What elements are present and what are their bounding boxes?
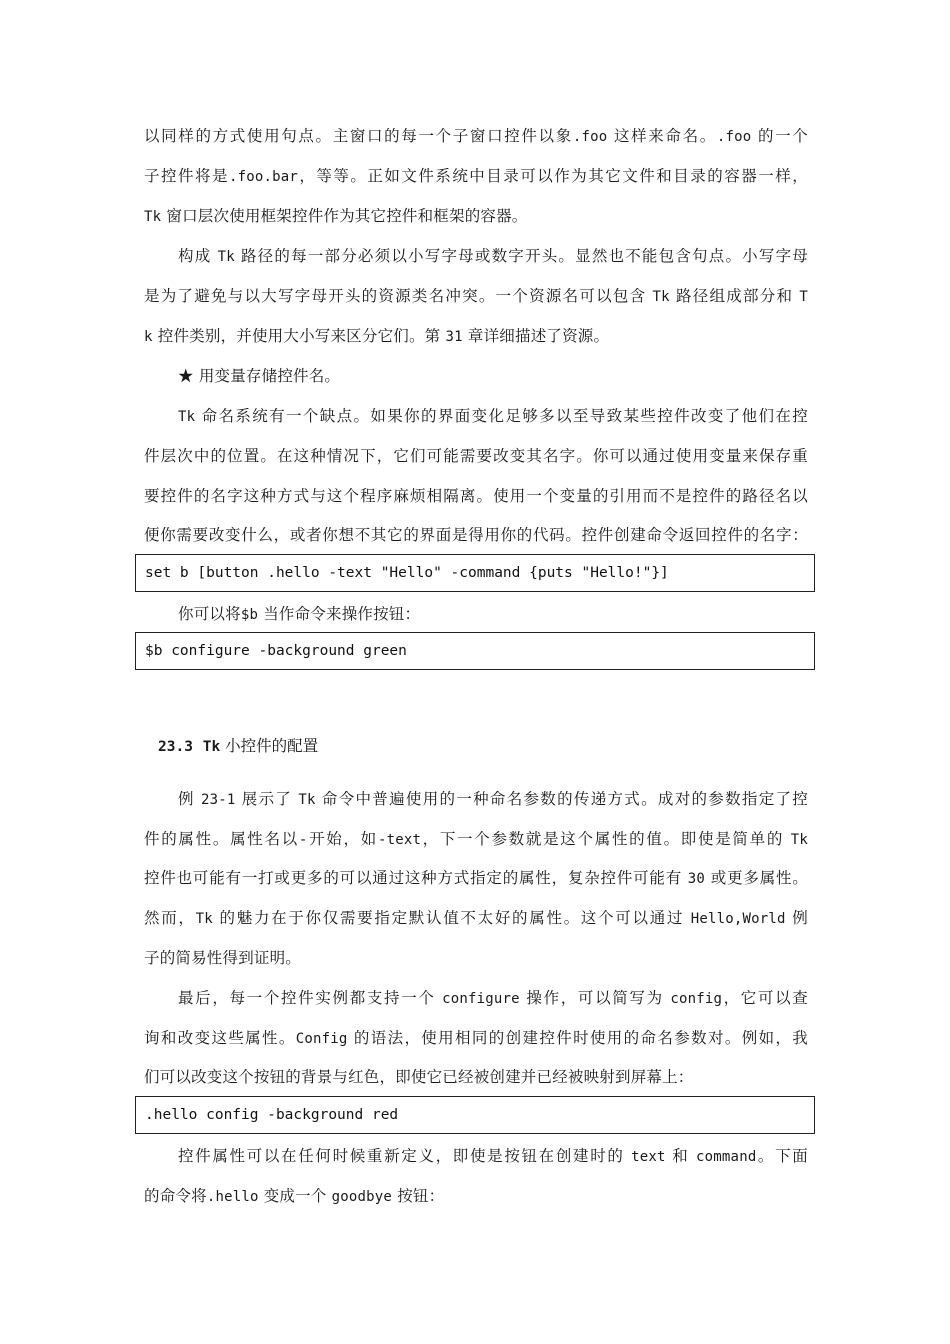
paragraph-line: 例 23-1 展示了 Tk 命令中普遍使用的一种命名参数的传递方式。成对的参数指定了控 — [178, 790, 808, 808]
paragraph-line: 构成 Tk 路径的每一部分必须以小写字母或数字开头。显然也不能包含句点。小写字母 — [178, 247, 809, 265]
paragraph-line: Tk 窗口层次使用框架控件作为其它控件和框架的容器。 — [144, 207, 528, 225]
paragraph-line: 子的简易性得到证明。 — [144, 949, 302, 967]
paragraph-line: k 控件类别，并使用大小写来区分它们。第 31 章详细描述了资源。 — [144, 327, 610, 345]
code-block: $b configure -background green — [135, 632, 815, 670]
paragraph-line: Tk 命名系统有一个缺点。如果你的界面变化足够多以至导致某些控件改变了他们在控 — [178, 407, 808, 425]
paragraph-line: 你可以将$b 当作命令来操作按钮： — [178, 605, 421, 623]
paragraph-line: 最后，每一个控件实例都支持一个 configure 操作，可以简写为 config，它可以查 — [178, 989, 808, 1007]
paragraph-line: 要控件的名字这种方式与这个程序麻烦相隔离。使用一个变量的引用而不是控件的路径名以 — [144, 487, 808, 505]
paragraph-line: 件层次中的位置。在这种情况下，它们可能需要改变其名字。你可以通过使用变量来保存重 — [144, 447, 808, 465]
paragraph-line: 然而，Tk 的魅力在于你仅需要指定默认值不太好的属性。这个可以通过 Hello,World 例 — [144, 909, 809, 927]
paragraph-line: 的命令将.hello 变成一个 goodbye 按钮： — [144, 1187, 445, 1205]
code-block: .hello config -background red — [135, 1096, 815, 1134]
tip-line: ★ 用变量存储控件名。 — [178, 367, 341, 385]
paragraph-line: 是为了避免与以大写字母开头的资源类名冲突。一个资源名可以包含 Tk 路径组成部分和 T — [144, 287, 808, 305]
paragraph-line: 们可以改变这个按钮的背景与红色，即使它已经被创建并已经被映射到屏幕上： — [144, 1068, 694, 1086]
paragraph-line: 控件属性可以在任何时候重新定义，即使是按钮在创建时的 text 和 command。下面 — [178, 1147, 808, 1165]
paragraph-line: 便你需要改变什么，或者你想不其它的界面是得用你的代码。控件创建命令返回控件的名字： — [144, 526, 808, 544]
paragraph-line: 子控件将是.foo.bar，等等。正如文件系统中目录可以作为其它文件和目录的容器一样， — [144, 167, 808, 185]
paragraph-line: 控件也可能有一打或更多的可以通过这种方式指定的属性，复杂控件可能有 30 或更多属性。 — [144, 869, 809, 887]
section-heading: 23.3 Tk 小控件的配置 — [158, 737, 319, 755]
code-block: set b [button .hello -text "Hello" -command {puts "Hello!"}] — [135, 554, 815, 592]
paragraph-line: 件的属性。属性名以-开始，如-text，下一个参数就是这个属性的值。即使是简单的 Tk — [144, 830, 808, 848]
paragraph-line: 询和改变这些属性。Config 的语法，使用相同的创建控件时使用的命名参数对。例如，我 — [144, 1029, 808, 1047]
paragraph-line: 以同样的方式使用句点。主窗口的每一个子窗口控件以象.foo 这样来命名。.foo 的一个 — [144, 127, 808, 145]
